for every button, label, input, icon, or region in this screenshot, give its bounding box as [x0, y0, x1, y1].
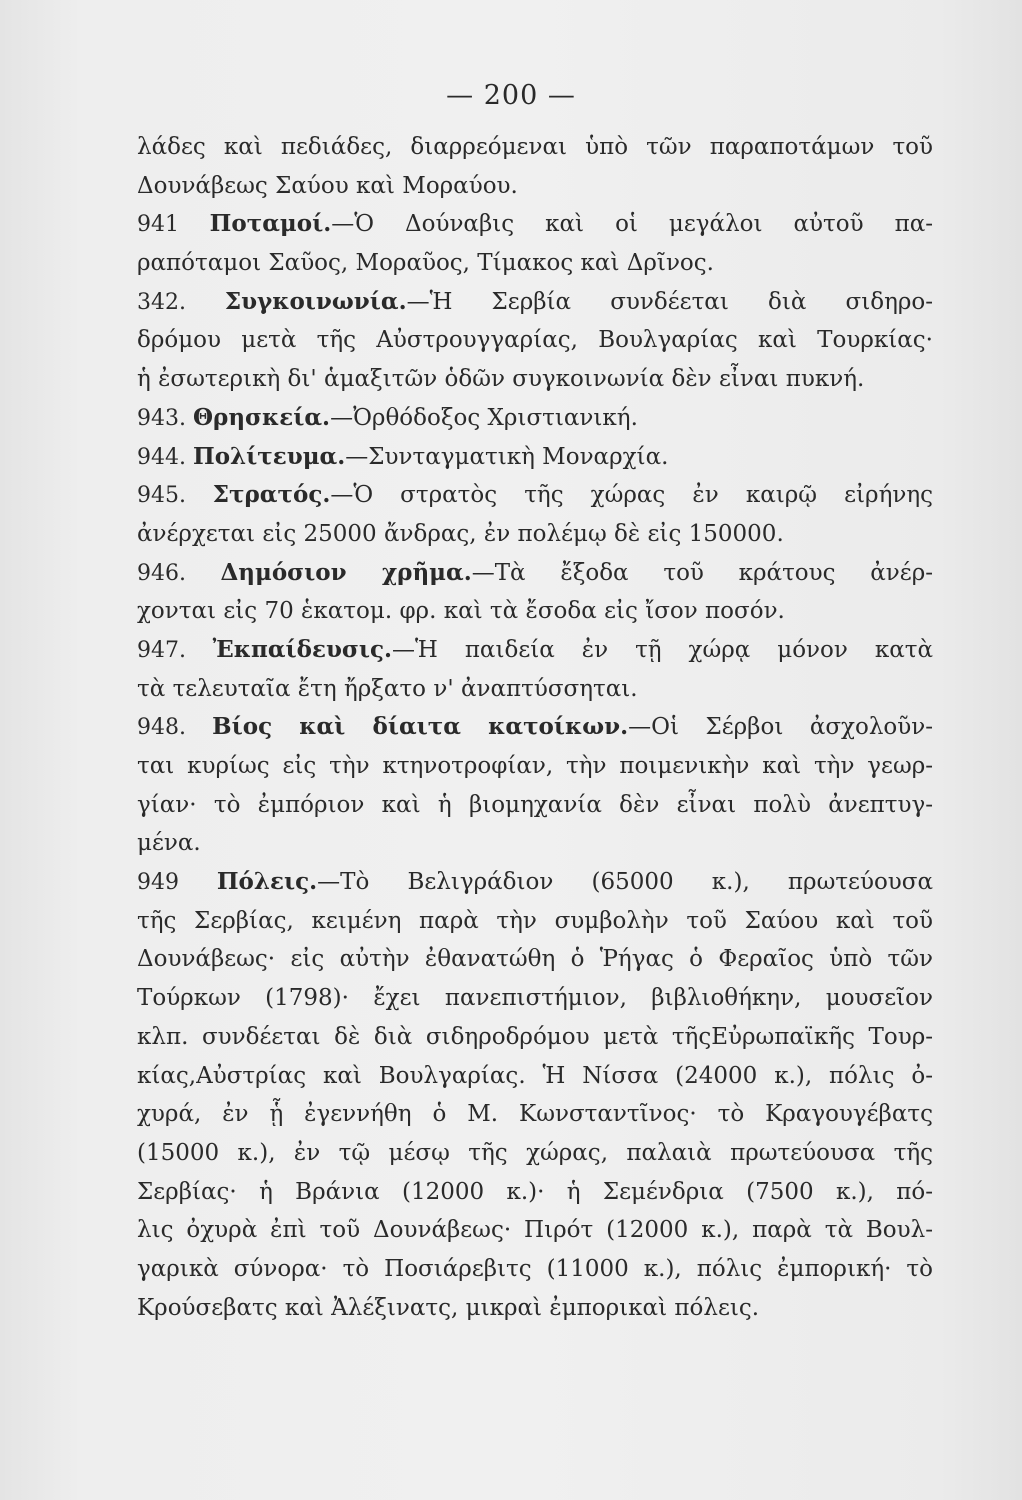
line-text: τῆς Σερβίας, κειμένη παρὰ τὴν συμβολὴν τοῦ Σαύου καὶ τοῦ — [137, 907, 933, 934]
text-line — [137, 1095, 933, 1134]
line-text: κίας,Αὐστρίας καὶ Βουλγαρίας. Ἡ Νίσσα (24000 κ.), πόλις ὀ- — [137, 1062, 933, 1089]
line-text: Κρούσεβατς καὶ Ἀλέξινατς, μικραὶ ἐμπορικαὶ πόλεις. — [137, 1294, 760, 1321]
section-heading: Θρησκεία. — [192, 403, 331, 431]
line-text: —Ὀρθόδοξος Χριστιανική. — [330, 404, 638, 431]
section-number: 949 — [137, 870, 217, 896]
text-line — [137, 1289, 933, 1328]
text-line — [137, 321, 933, 360]
text-line — [137, 592, 933, 631]
text-line — [137, 1250, 933, 1289]
section-number: 342. — [137, 289, 225, 315]
text-line — [137, 399, 933, 438]
line-text: μένα. — [137, 830, 201, 857]
text-line — [137, 128, 933, 167]
text-line — [137, 863, 933, 902]
section-number: 943. — [137, 405, 193, 431]
body-text — [137, 128, 933, 1327]
line-text: Δουνάβεως Σαύου καὶ Μοραύου. — [137, 172, 518, 199]
line-text: τὰ τελευταῖα ἔτη ἤρξατο ν' ἀναπτύσσηται. — [137, 675, 638, 702]
line-text: λις ὀχυρὰ ἐπὶ τοῦ Δουνάβεως· Πιρότ (12000 κ.), παρὰ τὰ Βουλ- — [137, 1217, 933, 1244]
line-text: —Τὰ ἔξοδα τοῦ κράτους ἀνέρ- — [471, 559, 934, 586]
section-heading: Ποταμοί. — [209, 210, 332, 238]
line-text: —Συνταγματικὴ Μοναρχία. — [345, 443, 669, 470]
text-line — [137, 205, 933, 244]
text-line — [137, 515, 933, 554]
text-line — [137, 670, 933, 709]
section-heading: Ἐκπαίδευσις. — [212, 635, 393, 663]
text-line — [137, 476, 933, 515]
section-number: 945. — [137, 483, 213, 509]
text-line — [137, 244, 933, 283]
text-line — [137, 902, 933, 941]
text-line — [137, 1211, 933, 1250]
page-number: — 200 — — [446, 80, 576, 111]
line-text: δρόμου μετὰ τῆς Αὐστρουγγαρίας, Βουλγαρίας καὶ Τουρκίας· — [137, 327, 933, 354]
text-line — [137, 438, 933, 477]
text-line — [137, 167, 933, 206]
text-line — [137, 824, 933, 863]
section-heading: Βίος καὶ δίαιτα κατοίκων. — [212, 713, 629, 741]
section-heading: Στρατός. — [212, 481, 331, 509]
line-text: χυρά, ἐν ᾗ ἐγεννήθη ὁ Μ. Κωνσταντῖνος· τὸ Κραγουγέβατς — [137, 1101, 933, 1128]
section-heading: Πόλεις. — [216, 868, 318, 896]
line-text: λάδες καὶ πεδιάδες, διαρρεόμεναι ὑπὸ τῶν παραποτάμων τοῦ — [137, 134, 933, 160]
text-line — [137, 1134, 933, 1173]
line-text: —Ὁ Δούναβις καὶ οἱ μεγάλοι αὐτοῦ πα- — [331, 211, 933, 238]
text-line — [137, 940, 933, 979]
line-text: —Ὁ στρατὸς τῆς χώρας ἐν καιρῷ εἰρήνης — [330, 482, 933, 509]
line-text: Δουνάβεως· εἰς αὐτὴν ἐθανατώθη ὁ Ῥήγας ὁ Φεραῖος ὑπὸ τῶν — [137, 946, 933, 973]
section-number: 941 — [137, 212, 210, 238]
section-heading: Συγκοινωνία. — [224, 287, 407, 315]
line-text: —Ἡ Σερβία συνδέεται διὰ σιδηρο- — [406, 288, 933, 315]
text-line — [137, 1057, 933, 1096]
text-line — [137, 1173, 933, 1212]
line-text: Τούρκων (1798)· ἔχει πανεπιστήμιον, βιβλιοθήκην, μουσεῖον — [137, 985, 933, 1012]
line-text: —Οἱ Σέρβοι ἀσχολοῦν- — [628, 714, 933, 741]
text-line — [137, 979, 933, 1018]
section-number: 948. — [137, 715, 213, 741]
text-line — [137, 360, 933, 399]
text-line — [137, 631, 933, 670]
text-line — [137, 554, 933, 593]
line-text: κλπ. συνδέεται δὲ διὰ σιδηροδρόμου μετὰ τῆςΕὐρωπαϊκῆς Τουρ- — [137, 1023, 933, 1050]
text-line — [137, 747, 933, 786]
text-line — [137, 708, 933, 747]
line-text: ἀνέρχεται εἰς 25000 ἄνδρας, ἐν πολέμῳ δὲ εἰς 150000. — [137, 520, 784, 547]
section-heading: Δημόσιον χρῆμα. — [220, 558, 472, 586]
text-line — [137, 283, 933, 322]
line-text: γίαν· τὸ ἐμπόριον καὶ ἡ βιομηχανία δὲν εἶναι πολὺ ἀνεπτυγ- — [137, 791, 933, 818]
line-text: —Τὸ Βελιγράδιον (65000 κ.), πρωτεύουσα — [317, 869, 934, 896]
line-text: Σερβίας· ἡ Βράνια (12000 κ.)· ἡ Σεμένδρια (7500 κ.), πό- — [137, 1178, 933, 1205]
section-heading: Πολίτευμα. — [192, 442, 346, 470]
section-number: 947. — [137, 637, 213, 663]
text-line — [137, 786, 933, 825]
section-number: 944. — [137, 444, 193, 470]
line-text: (15000 κ.), ἐν τῷ μέσῳ τῆς χώρας, παλαιὰ πρωτεύουσα τῆς — [137, 1139, 933, 1166]
line-text: χονται εἰς 70 ἑκατομ. φρ. καὶ τὰ ἔσοδα εἰς ἴσον ποσόν. — [137, 598, 785, 625]
line-text: —Ἡ παιδεία ἐν τῇ χώρᾳ μόνον κατὰ — [392, 636, 933, 663]
text-line — [137, 1018, 933, 1057]
line-text: γαρικὰ σύνορα· τὸ Ποσιάρεβιτς (11000 κ.), πόλις ἐμπορική· τὸ — [137, 1255, 933, 1282]
section-number: 946. — [137, 560, 221, 586]
line-text: ραπόταμοι Σαῦος, Μοραῦος, Τίμακος καὶ Δρῖνος. — [137, 250, 714, 277]
line-text: ται κυρίως εἰς τὴν κτηνοτροφίαν, τὴν ποιμενικὴν καὶ τὴν γεωρ- — [137, 753, 933, 779]
line-text: ἡ ἐσωτερικὴ δι' ἁμαξιτῶν ὁδῶν συγκοινωνία δὲν εἶναι πυκνή. — [137, 366, 865, 393]
